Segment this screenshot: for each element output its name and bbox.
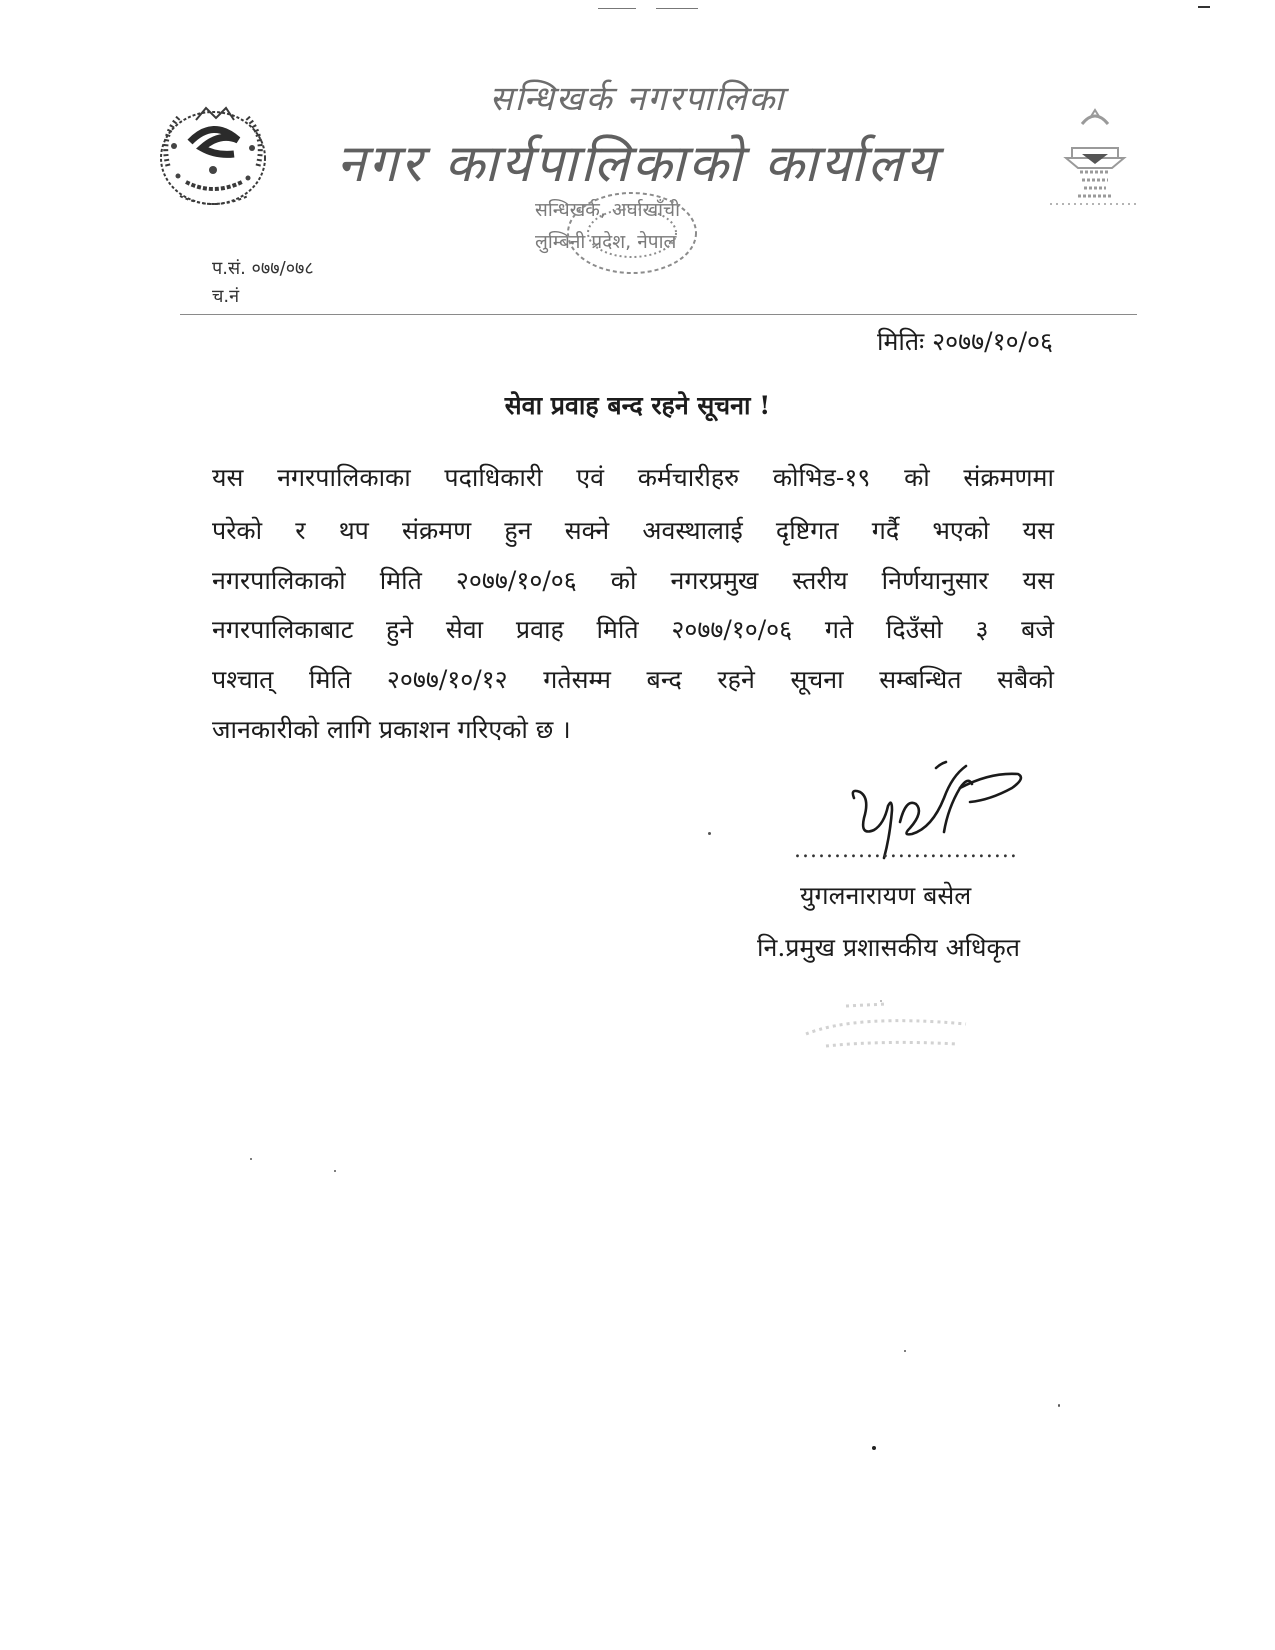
body-line: यस नगरपालिकाका पदाधिकारी एवं कर्मचारीहरु कोभिड-१९ को संक्रमणमा — [212, 463, 1054, 492]
faded-stamp-mark — [796, 994, 976, 1054]
scan-artifact — [872, 1446, 876, 1450]
scan-artifact — [334, 1170, 336, 1172]
signature-dotted-line: ............................ — [794, 838, 1018, 863]
notice-title: सेवा प्रवाह बन्द रहने सूचना ! — [504, 391, 771, 420]
body-line: नगरपालिकाबाट हुने सेवा प्रवाह मिति २०७७/१०/०६ गते दिउँसो ३ बजे — [212, 615, 1054, 644]
letterhead-municipality: सन्धिखर्क नगरपालिका — [489, 79, 786, 119]
scan-artifact — [1058, 1404, 1060, 1407]
scan-artifact — [880, 1000, 882, 1002]
scan-artifact — [904, 1350, 906, 1352]
letterhead-office: नगर कार्यपालिकाको कार्यालय — [336, 134, 939, 194]
signer-name: युगलनारायण बसेल — [800, 881, 972, 910]
scan-artifact — [708, 832, 711, 835]
scan-artifact — [598, 8, 636, 9]
body-line: नगरपालिकाको मिति २०७७/१०/०६ को नगरप्रमुख स्तरीय निर्णयानुसार यस — [212, 566, 1054, 595]
scan-artifact — [250, 1158, 252, 1160]
scan-artifact — [656, 8, 698, 9]
body-line: पश्चात् मिति २०७७/१०/१२ गतेसम्म बन्द रहने सूचना सम्बन्धित सबैको — [212, 665, 1054, 694]
body-line: परेको र थप संक्रमण हुन सक्ने अवस्थालाई दृष्टिगत गर्दै भएको यस — [212, 516, 1054, 545]
letterhead-address-line1: सन्धिखर्क, अर्घाखाँची — [535, 199, 681, 221]
reference-dispatch-number: च.नं — [212, 286, 240, 307]
header-divider — [180, 314, 1137, 315]
reference-fiscal-year: प.सं. ०७७/०७८ — [212, 258, 314, 279]
scan-artifact — [1198, 6, 1210, 8]
body-line: जानकारीको लागि प्रकाशन गरिएको छ । — [212, 715, 571, 744]
notice-date: मितिः २०७७/१०/०६ — [877, 327, 1053, 356]
office-stamp — [562, 188, 702, 278]
letterhead-address-line2: लुम्बिनी प्रदेश, नेपाल — [535, 231, 677, 253]
signer-title: नि.प्रमुख प्रशासकीय अधिकृत — [757, 933, 1020, 962]
